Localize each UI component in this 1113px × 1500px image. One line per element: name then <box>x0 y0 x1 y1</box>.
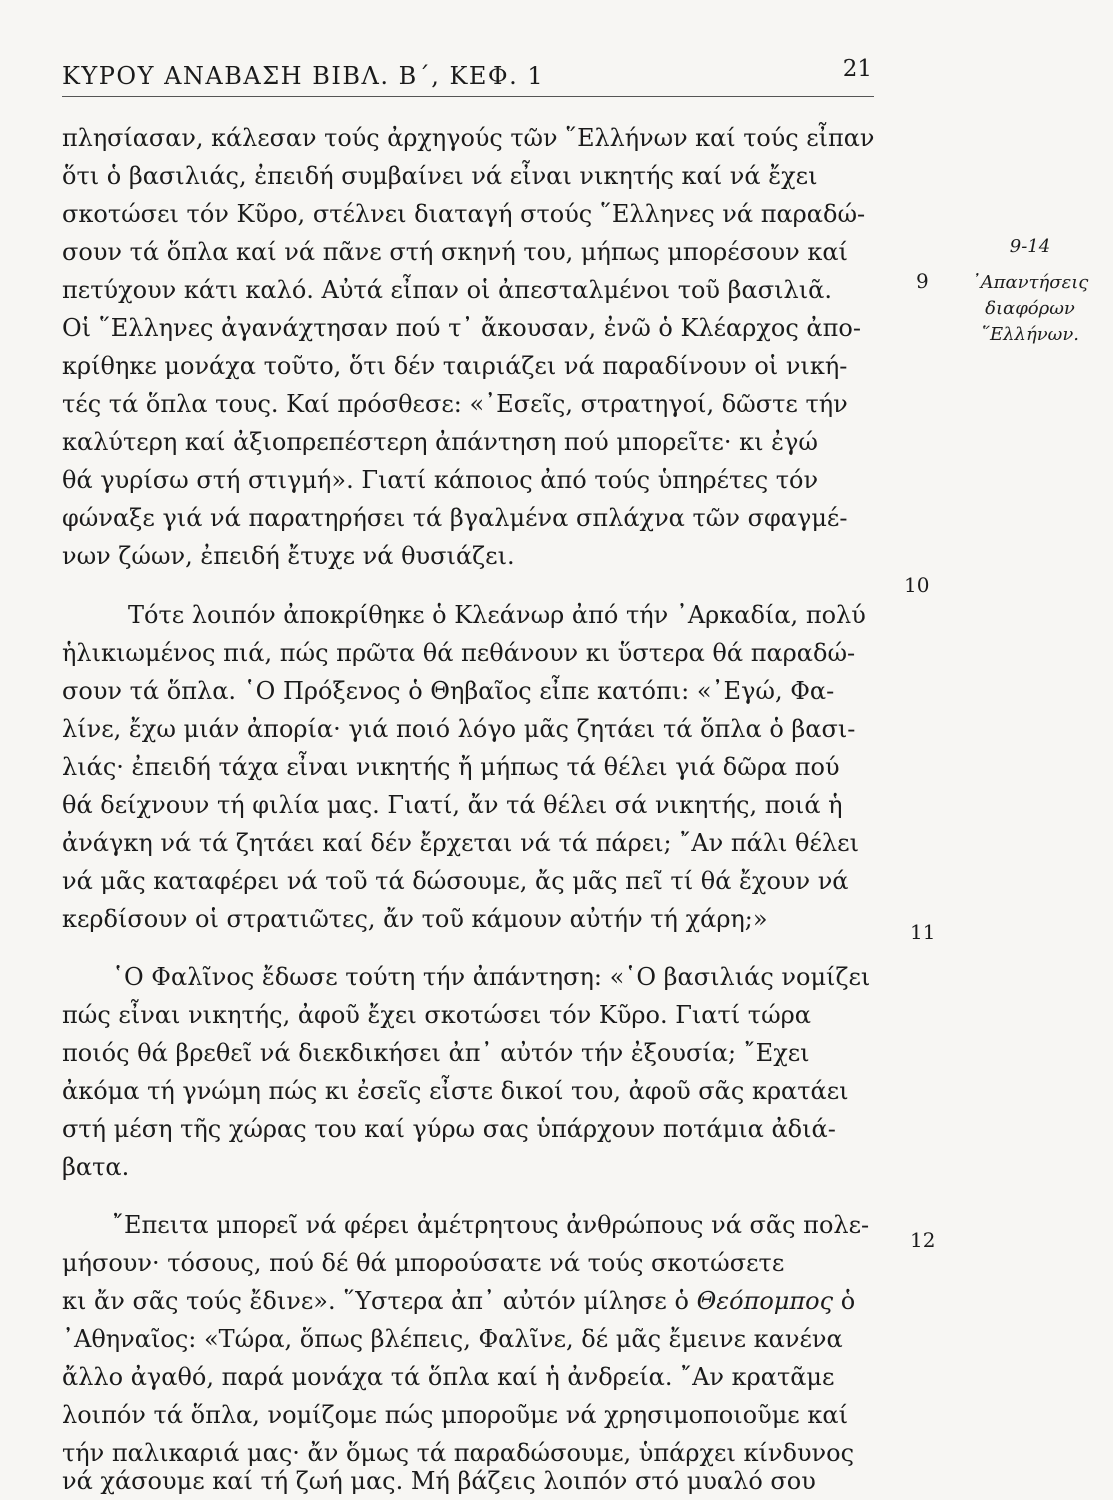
text-line: μήσουν· τόσους, πού δέ θά μπορούσατε νά τούς σκοτώσετε <box>62 1249 785 1277</box>
text-line: σουν τά ὅπλα καί νά πᾶνε στή σκηνή του, μήπως μπορέσουν καί <box>62 238 848 266</box>
page-number: 21 <box>842 56 872 82</box>
text-line: ἀκόμα τή γνώμη πώς κι ἐσεῖς εἶστε δικοί του, ἀφοῦ σᾶς κρατάει <box>62 1077 849 1105</box>
text-line: νά χάσουμε καί τή ζωή μας. Μή βάζεις λοιπόν στό μυαλό σου <box>62 1467 816 1495</box>
name-italic: Θεόπομπος <box>696 1287 834 1315</box>
text-line: κερδίσουν οἱ στρατιῶτες, ἄν τοῦ κάμουν αὐτήν τή χάρη;» <box>62 905 768 933</box>
text-line: Τότε λοιπόν ἀποκρίθηκε ὁ Κλεάνωρ ἀπό τήν ᾿Αρκαδία, πολύ <box>128 601 866 629</box>
text-line: ὅτι ὁ βασιλιάς, ἐπειδή συμβαίνει νά εἶναι νικητής καί νά ἔχει <box>62 162 818 190</box>
text-line: ἄλλο ἀγαθό, παρά μονάχα τά ὅπλα καί ἡ ἀνδρεία. ῎Αν κρατᾶμε <box>62 1363 835 1391</box>
text-line: λιάς· ἐπειδή τάχα εἶναι νικητής ἤ μήπως τά θέλει γιά δῶρα πού <box>62 753 840 781</box>
text-line: τές τά ὅπλα τους. Καί πρόσθεσε: «᾿Εσεῖς, στρατηγοί, δῶστε τήν <box>62 390 848 418</box>
text-line: ἡλικιωμένος πιά, πώς πρῶτα θά πεθάνουν κι ὕστερα θά παραδώ- <box>62 639 856 667</box>
margin-number: 11 <box>910 920 936 944</box>
text-line: θά γυρίσω στή στιγμή». Γιατί κάποιος ἀπό τούς ὑπηρέτες τόν <box>62 466 819 494</box>
text-line: στή μέση τῆς χώρας του καί γύρω σας ὑπάρχουν ποτάμια ἀδιά- <box>62 1115 836 1143</box>
text-line: φώναξε γιά νά παρατηρήσει τά βγαλμένα σπλάχνα τῶν σφαγμέ- <box>62 504 848 532</box>
text-line: λοιπόν τά ὅπλα, νομίζομε πώς μποροῦμε νά χρησιμοποιοῦμε καί <box>62 1401 848 1429</box>
text-line: κρίθηκε μονάχα τοῦτο, ὅτι δέν ταιριάζει νά παραδίνουν οἱ νική- <box>62 352 848 380</box>
text-line: ποιός θά βρεθεῖ νά διεκδικήσει ἀπ᾿ αὐτόν τήν ἐξουσία; ῎Εχει <box>62 1039 810 1067</box>
margin-number: 10 <box>904 573 930 597</box>
text-line: βατα. <box>62 1153 130 1181</box>
text-line: καλύτερη καί ἀξιοπρεπέστερη ἀπάντηση πού μπορεῖτε· κι ἐγώ <box>62 428 818 456</box>
text-line: τήν παλικαριά μας· ἄν ὅμως τά παραδώσουμε, ὑπάρχει κίνδυνος <box>62 1439 855 1467</box>
margin-number: 9 <box>916 269 929 293</box>
page-header <box>62 56 874 97</box>
text-line: σουν τά ὅπλα. ῾Ο Πρόξενος ὁ Θηβαῖος εἶπε κατόπι: «᾿Εγώ, Φα- <box>62 677 835 705</box>
text-line: πλησίασαν, κάλεσαν τούς ἀρχηγούς τῶν ῞Ελλήνων καί τούς εἶπαν <box>62 124 875 152</box>
margin-number: 12 <box>910 1228 936 1252</box>
text-line: νά μᾶς καταφέρει νά τοῦ τά δώσουμε, ἄς μᾶς πεῖ τί θά ἔχουν νά <box>62 867 849 895</box>
running-title: ΚΥΡΟΥ ΑΝΑΒΑΣΗ ΒΙΒΛ. Β΄, ΚΕΦ. 1 <box>62 62 545 90</box>
text-segment: κι ἄν σᾶς τούς ἔδινε». ῞Υστερα ἀπ᾿ αὐτόν μίλησε ὁ <box>62 1287 697 1315</box>
text-line: θά δείχνουν τή φιλία μας. Γιατί, ἄν τά θέλει σά νικητής, ποιά ἡ <box>62 791 843 819</box>
text-line: πετύχουν κάτι καλό. Αὐτά εἶπαν οἱ ἀπεσταλμένοι τοῦ βασιλιᾶ. <box>62 276 832 304</box>
text-line: ἀνάγκη νά τά ζητάει καί δέν ἔρχεται νά τά πάρει; ῎Αν πάλι θέλει <box>62 829 859 857</box>
text-line: πώς εἶναι νικητής, ἀφοῦ ἔχει σκοτώσει τόν Κῦρο. Γιατί τώρα <box>62 1001 811 1029</box>
side-note-line: διαφόρων <box>985 298 1075 319</box>
text-line: νων ζώων, ἐπειδή ἔτυχε νά θυσιάζει. <box>62 542 515 570</box>
side-note-line: ᾿Απαντήσεις <box>971 272 1089 293</box>
text-line: Οἱ ῞Ελληνες ἀγανάχτησαν πού τ᾿ ἄκουσαν, ἐνῶ ὁ Κλέαρχος ἀπο- <box>62 314 861 342</box>
text-line: σκοτώσει τόν Κῦρο, στέλνει διαταγή στούς ῞Ελληνες νά παραδώ- <box>62 200 866 228</box>
text-line: ῎Επειτα μπορεῖ νά φέρει ἀμέτρητους ἀνθρώπους νά σᾶς πολε- <box>112 1211 870 1239</box>
text-line: λίνε, ἔχω μιάν ἀπορία· γιά ποιό λόγο μᾶς ζητάει τά ὅπλα ὁ βασι- <box>62 715 856 743</box>
text-segment: ὁ <box>833 1287 856 1315</box>
text-line: ᾿Αθηναῖος: «Τώρα, ὅπως βλέπεις, Φαλῖνε, δέ μᾶς ἔμεινε κανένα <box>62 1325 843 1353</box>
text-line: ῾Ο Φαλῖνος ἔδωσε τούτη τήν ἀπάντηση: «῾Ο βασιλιάς νομίζει <box>112 963 871 991</box>
side-note-range: 9-14 <box>1009 236 1051 257</box>
text-line <box>62 1286 855 1316</box>
side-note-line: ῞Ελλήνων. <box>980 324 1080 345</box>
